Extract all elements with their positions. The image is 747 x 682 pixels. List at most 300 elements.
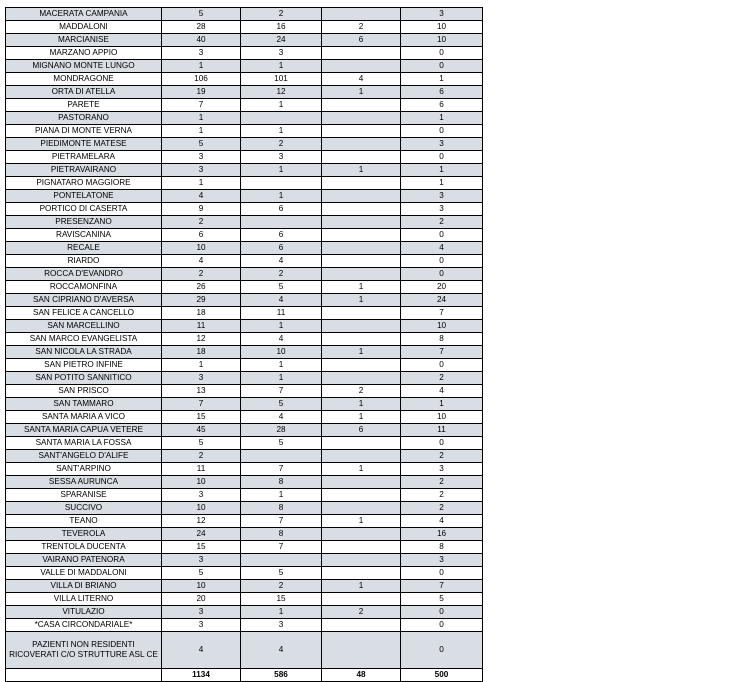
value-cell (322, 229, 401, 242)
value-cell: 11 (401, 424, 483, 437)
value-cell: 0 (401, 268, 483, 281)
value-cell: 2 (401, 372, 483, 385)
value-cell: 6 (322, 34, 401, 47)
municipality-cell: SAN CIPRIANO D'AVERSA (6, 294, 162, 307)
value-cell: 1 (162, 125, 241, 138)
value-cell: 5 (162, 8, 241, 21)
value-cell: 6 (401, 99, 483, 112)
value-cell (322, 60, 401, 73)
table-row (6, 281, 483, 294)
value-cell: 2 (322, 606, 401, 619)
municipality-cell: MIGNANO MONTE LUNGO (6, 60, 162, 73)
value-cell: 3 (162, 164, 241, 177)
value-cell: 1 (322, 398, 401, 411)
value-cell (322, 502, 401, 515)
value-cell (322, 151, 401, 164)
value-cell: 6 (241, 242, 322, 255)
value-cell: 6 (241, 203, 322, 216)
value-cell: 0 (401, 125, 483, 138)
value-cell: 20 (162, 593, 241, 606)
value-cell: 7 (162, 99, 241, 112)
table-row (6, 359, 483, 372)
value-cell: 1 (401, 73, 483, 86)
value-cell: 3 (241, 151, 322, 164)
value-cell (322, 138, 401, 151)
value-cell: 7 (401, 307, 483, 320)
value-cell (322, 99, 401, 112)
value-cell: 3 (162, 489, 241, 502)
value-cell: 24 (162, 528, 241, 541)
table-row (6, 34, 483, 47)
value-cell: 2 (401, 216, 483, 229)
value-cell (322, 450, 401, 463)
table-row (6, 593, 483, 606)
value-cell: 3 (162, 372, 241, 385)
value-cell: 0 (401, 606, 483, 619)
value-cell: 1 (241, 60, 322, 73)
table-row (6, 476, 483, 489)
table-row (6, 437, 483, 450)
value-cell (241, 554, 322, 567)
value-cell: 4 (401, 385, 483, 398)
municipality-cell: MACERATA CAMPANIA (6, 8, 162, 21)
value-cell: 1 (401, 164, 483, 177)
table-row (6, 177, 483, 190)
value-cell: 13 (162, 385, 241, 398)
value-cell: 3 (162, 151, 241, 164)
value-cell: 4 (401, 242, 483, 255)
value-cell (322, 216, 401, 229)
value-cell: 0 (401, 437, 483, 450)
value-cell: 6 (162, 229, 241, 242)
totals-row (6, 669, 483, 682)
value-cell: 3 (401, 138, 483, 151)
municipality-cell: PIETRAMELARA (6, 151, 162, 164)
value-cell (322, 372, 401, 385)
table-row (6, 242, 483, 255)
value-cell: 8 (241, 502, 322, 515)
municipality-cell: PARETE (6, 99, 162, 112)
value-cell: 5 (162, 567, 241, 580)
table-row (6, 47, 483, 60)
table-row (6, 255, 483, 268)
table-row (6, 372, 483, 385)
value-cell: 4 (241, 632, 322, 669)
value-cell: 2 (162, 216, 241, 229)
value-cell (322, 632, 401, 669)
municipality-cell: PAZIENTI NON RESIDENTI RICOVERATI C/O STRUTTURE ASL CE (6, 632, 162, 669)
value-cell: 0 (401, 255, 483, 268)
value-cell: 3 (241, 619, 322, 632)
value-cell: 3 (401, 8, 483, 21)
municipality-cell: TEVEROLA (6, 528, 162, 541)
value-cell: 12 (162, 515, 241, 528)
value-cell: 4 (241, 333, 322, 346)
municipality-cell: RAVISCANINA (6, 229, 162, 242)
table-row (6, 112, 483, 125)
table-row (6, 190, 483, 203)
value-cell: 5 (162, 437, 241, 450)
value-cell: 1 (322, 164, 401, 177)
value-cell: 10 (162, 580, 241, 593)
value-cell (322, 437, 401, 450)
value-cell: 0 (401, 60, 483, 73)
value-cell (322, 528, 401, 541)
municipality-cell: ORTA DI ATELLA (6, 86, 162, 99)
table-row (6, 60, 483, 73)
table-row (6, 216, 483, 229)
value-cell (322, 47, 401, 60)
value-cell: 10 (162, 242, 241, 255)
municipality-cell: SAN MARCELLINO (6, 320, 162, 333)
value-cell: 1 (162, 177, 241, 190)
value-cell: 5 (241, 437, 322, 450)
municipality-cell: *CASA CIRCONDARIALE* (6, 619, 162, 632)
value-cell: 106 (162, 73, 241, 86)
value-cell: 7 (241, 515, 322, 528)
value-cell: 1 (241, 190, 322, 203)
value-cell: 16 (241, 21, 322, 34)
value-cell: 10 (401, 411, 483, 424)
value-cell (322, 268, 401, 281)
value-cell (322, 190, 401, 203)
municipality-cell: PIEDIMONTE MATESE (6, 138, 162, 151)
value-cell: 0 (401, 619, 483, 632)
value-cell: 1 (241, 489, 322, 502)
value-cell: 4 (241, 411, 322, 424)
value-cell: 5 (241, 567, 322, 580)
value-cell: 18 (162, 307, 241, 320)
value-cell: 7 (401, 580, 483, 593)
municipality-cell: SANTA MARIA CAPUA VETERE (6, 424, 162, 437)
value-cell: 4 (162, 632, 241, 669)
municipality-cell: SAN FELICE A CANCELLO (6, 307, 162, 320)
table-row (6, 606, 483, 619)
municipality-cell: ROCCA D'EVANDRO (6, 268, 162, 281)
value-cell: 15 (162, 541, 241, 554)
value-cell: 0 (401, 567, 483, 580)
table-row (6, 346, 483, 359)
value-cell: 2 (241, 268, 322, 281)
value-cell: 8 (241, 528, 322, 541)
municipality-cell: SAN POTITO SANNITICO (6, 372, 162, 385)
table-row (6, 125, 483, 138)
value-cell: 0 (401, 229, 483, 242)
value-cell: 2 (241, 138, 322, 151)
value-cell: 1 (322, 281, 401, 294)
value-cell (322, 203, 401, 216)
value-cell (322, 8, 401, 21)
table-row (6, 320, 483, 333)
value-cell: 3 (401, 463, 483, 476)
total-value-cell: 586 (241, 669, 322, 682)
table-row (6, 541, 483, 554)
table-row (6, 99, 483, 112)
value-cell: 2 (241, 8, 322, 21)
value-cell: 0 (401, 632, 483, 669)
table-row (6, 502, 483, 515)
value-cell: 3 (401, 554, 483, 567)
municipality-cell: PIETRAVAIRANO (6, 164, 162, 177)
table-row (6, 229, 483, 242)
value-cell: 2 (162, 450, 241, 463)
value-cell: 1 (162, 112, 241, 125)
value-cell: 4 (322, 73, 401, 86)
table-row (6, 294, 483, 307)
value-cell: 12 (162, 333, 241, 346)
value-cell (322, 541, 401, 554)
total-value-cell: 48 (322, 669, 401, 682)
value-cell: 1 (241, 606, 322, 619)
value-cell: 24 (241, 34, 322, 47)
value-cell: 6 (401, 86, 483, 99)
table-row (6, 86, 483, 99)
table-row (6, 333, 483, 346)
municipality-cell: VILLA LITERNO (6, 593, 162, 606)
table-row (6, 151, 483, 164)
value-cell: 3 (241, 47, 322, 60)
value-cell: 3 (401, 190, 483, 203)
value-cell: 29 (162, 294, 241, 307)
table-row (6, 268, 483, 281)
value-cell (241, 112, 322, 125)
table-row (6, 632, 483, 669)
value-cell: 5 (241, 398, 322, 411)
value-cell: 10 (401, 34, 483, 47)
value-cell: 3 (401, 203, 483, 216)
value-cell: 1 (162, 60, 241, 73)
value-cell: 3 (162, 554, 241, 567)
municipality-cell: MONDRAGONE (6, 73, 162, 86)
value-cell: 1 (241, 164, 322, 177)
value-cell: 0 (401, 47, 483, 60)
table-row (6, 8, 483, 21)
municipality-cell: SAN TAMMARO (6, 398, 162, 411)
value-cell (322, 567, 401, 580)
municipality-cell: SANT'ARPINO (6, 463, 162, 476)
value-cell: 2 (401, 489, 483, 502)
table-row (6, 203, 483, 216)
table-row (6, 619, 483, 632)
value-cell: 1 (401, 398, 483, 411)
value-cell: 7 (241, 463, 322, 476)
value-cell: 8 (241, 476, 322, 489)
value-cell: 0 (401, 151, 483, 164)
value-cell: 4 (162, 190, 241, 203)
value-cell: 7 (162, 398, 241, 411)
value-cell (322, 619, 401, 632)
value-cell (322, 177, 401, 190)
value-cell: 10 (162, 502, 241, 515)
value-cell: 45 (162, 424, 241, 437)
value-cell: 1 (241, 125, 322, 138)
value-cell: 1 (241, 99, 322, 112)
value-cell: 7 (241, 541, 322, 554)
municipality-cell: ROCCAMONFINA (6, 281, 162, 294)
value-cell: 9 (162, 203, 241, 216)
table-row (6, 515, 483, 528)
value-cell: 5 (401, 593, 483, 606)
value-cell: 10 (162, 476, 241, 489)
municipality-cell: VAIRANO PATENORA (6, 554, 162, 567)
value-cell (322, 242, 401, 255)
value-cell: 1 (241, 320, 322, 333)
municipality-data-table (5, 7, 483, 682)
table-row (6, 398, 483, 411)
value-cell: 7 (401, 346, 483, 359)
value-cell: 11 (162, 320, 241, 333)
value-cell: 28 (241, 424, 322, 437)
value-cell: 20 (401, 281, 483, 294)
municipality-cell: MARCIANISE (6, 34, 162, 47)
municipality-cell: PASTORANO (6, 112, 162, 125)
value-cell (241, 450, 322, 463)
value-cell: 10 (241, 346, 322, 359)
value-cell: 3 (162, 606, 241, 619)
value-cell: 1 (322, 346, 401, 359)
value-cell (322, 320, 401, 333)
municipality-cell: VALLE DI MADDALONI (6, 567, 162, 580)
value-cell: 2 (241, 580, 322, 593)
value-cell: 1 (322, 294, 401, 307)
value-cell (322, 125, 401, 138)
municipality-cell: MADDALONI (6, 21, 162, 34)
value-cell: 1 (322, 463, 401, 476)
value-cell: 26 (162, 281, 241, 294)
municipality-cell: PIGNATARO MAGGIORE (6, 177, 162, 190)
value-cell: 12 (241, 86, 322, 99)
value-cell (322, 307, 401, 320)
value-cell: 2 (401, 476, 483, 489)
value-cell (322, 333, 401, 346)
municipality-cell: MARZANO APPIO (6, 47, 162, 60)
value-cell: 1 (322, 411, 401, 424)
value-cell (241, 216, 322, 229)
value-cell: 3 (162, 619, 241, 632)
value-cell: 10 (401, 320, 483, 333)
value-cell: 1 (322, 580, 401, 593)
value-cell: 40 (162, 34, 241, 47)
value-cell: 4 (401, 515, 483, 528)
value-cell: 1 (401, 177, 483, 190)
totals-label-cell (6, 669, 162, 682)
value-cell (322, 554, 401, 567)
value-cell: 1 (162, 359, 241, 372)
value-cell (322, 593, 401, 606)
municipality-cell: SAN MARCO EVANGELISTA (6, 333, 162, 346)
value-cell: 3 (162, 47, 241, 60)
table-row (6, 385, 483, 398)
value-cell: 5 (241, 281, 322, 294)
value-cell: 15 (241, 593, 322, 606)
value-cell: 1 (241, 372, 322, 385)
table-row (6, 450, 483, 463)
value-cell: 2 (162, 268, 241, 281)
value-cell: 11 (162, 463, 241, 476)
municipality-cell: SPARANISE (6, 489, 162, 502)
table-row (6, 164, 483, 177)
value-cell: 24 (401, 294, 483, 307)
value-cell: 5 (162, 138, 241, 151)
table-row (6, 554, 483, 567)
table-row (6, 580, 483, 593)
value-cell: 4 (241, 294, 322, 307)
value-cell: 4 (162, 255, 241, 268)
value-cell: 2 (401, 450, 483, 463)
value-cell: 11 (241, 307, 322, 320)
municipality-cell: VILLA DI BRIANO (6, 580, 162, 593)
value-cell (322, 359, 401, 372)
municipality-cell: SAN NICOLA LA STRADA (6, 346, 162, 359)
value-cell: 8 (401, 541, 483, 554)
municipality-cell: RIARDO (6, 255, 162, 268)
municipality-cell: PRESENZANO (6, 216, 162, 229)
value-cell: 0 (401, 359, 483, 372)
table-row (6, 567, 483, 580)
value-cell: 4 (241, 255, 322, 268)
table-body (6, 8, 483, 682)
value-cell: 1 (241, 359, 322, 372)
table-row (6, 528, 483, 541)
table-row (6, 489, 483, 502)
value-cell: 19 (162, 86, 241, 99)
value-cell: 28 (162, 21, 241, 34)
municipality-cell: TEANO (6, 515, 162, 528)
value-cell: 1 (322, 86, 401, 99)
municipality-cell: VITULAZIO (6, 606, 162, 619)
value-cell (241, 177, 322, 190)
value-cell (322, 255, 401, 268)
municipality-cell: PONTELATONE (6, 190, 162, 203)
value-cell (322, 112, 401, 125)
municipality-cell: SANT'ANGELO D'ALIFE (6, 450, 162, 463)
value-cell (322, 489, 401, 502)
value-cell: 1 (322, 515, 401, 528)
table-row (6, 463, 483, 476)
value-cell: 15 (162, 411, 241, 424)
value-cell: 7 (241, 385, 322, 398)
value-cell: 2 (401, 502, 483, 515)
municipality-cell: SANTA MARIA A VICO (6, 411, 162, 424)
municipality-cell: SAN PIETRO INFINE (6, 359, 162, 372)
municipality-cell: SESSA AURUNCA (6, 476, 162, 489)
table-row (6, 138, 483, 151)
municipality-cell: SANTA MARIA LA FOSSA (6, 437, 162, 450)
value-cell: 2 (322, 21, 401, 34)
value-cell: 2 (322, 385, 401, 398)
municipality-cell: SAN PRISCO (6, 385, 162, 398)
value-cell: 6 (322, 424, 401, 437)
municipality-cell: TRENTOLA DUCENTA (6, 541, 162, 554)
table-row (6, 73, 483, 86)
value-cell (322, 476, 401, 489)
municipality-cell: PIANA DI MONTE VERNA (6, 125, 162, 138)
value-cell: 6 (241, 229, 322, 242)
total-value-cell: 1134 (162, 669, 241, 682)
table-row (6, 424, 483, 437)
municipality-cell: SUCCIVO (6, 502, 162, 515)
table-row (6, 411, 483, 424)
table-row (6, 307, 483, 320)
value-cell: 8 (401, 333, 483, 346)
table-row (6, 21, 483, 34)
value-cell: 1 (401, 112, 483, 125)
municipality-cell: RECALE (6, 242, 162, 255)
value-cell: 101 (241, 73, 322, 86)
value-cell: 10 (401, 21, 483, 34)
total-value-cell: 500 (401, 669, 483, 682)
municipality-cell: PORTICO DI CASERTA (6, 203, 162, 216)
